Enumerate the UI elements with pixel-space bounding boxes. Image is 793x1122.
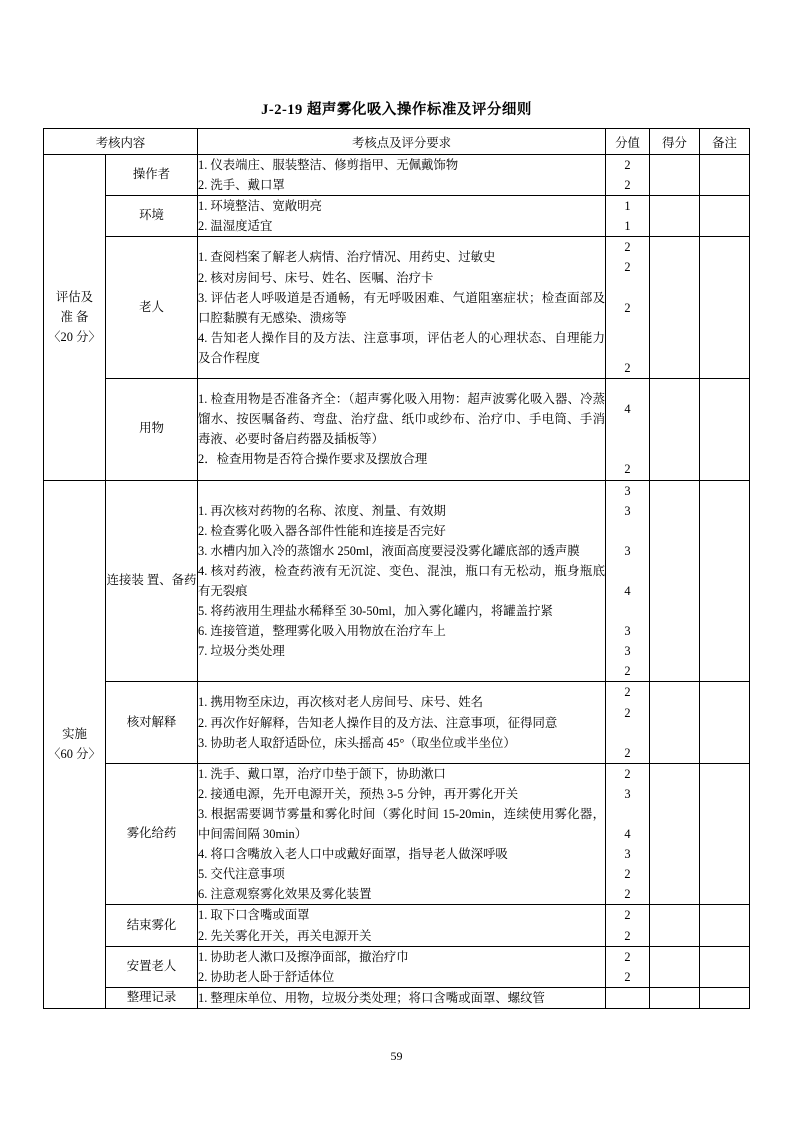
value-nebulization: 2 3 4 3 2 2 <box>606 763 650 905</box>
assessment-table <box>43 128 750 1009</box>
score-cell[interactable] <box>650 379 700 480</box>
subsection-end-nebulization: 结束雾化 <box>106 905 198 946</box>
points-environment: 1. 环境整洁、宽敞明亮 2. 温湿度适宜 <box>198 196 606 237</box>
table-row <box>44 379 750 480</box>
subsection-elderly: 老人 <box>106 237 198 379</box>
subsection-connect-device: 连接装 置、备药 <box>106 480 198 682</box>
points-supplies: 1. 检查用物是否准备齐全：（超声雾化吸入用物：超声波雾化吸入器、冷蒸馏水、按医嘱备药、弯盘、治疗盘、纸巾或纱布、治疗巾、手电筒、手消毒液、必要时备启药器及插板等） 2．检查用物是否符合操作要求及摆放合理 <box>198 379 606 480</box>
value-settle-elderly: 2 2 <box>606 946 650 987</box>
points-elderly: 1. 查阅档案了解老人病情、治疗情况、用药史、过敏史 2. 核对房间号、床号、姓名、医嘱、治疗卡 3. 评估老人呼吸道是否通畅，有无呼吸困难、气道阻塞症状；检查面部及口腔黏膜有无感染、溃疡等 4. 告知老人操作目的及方法、注意事项，评估老人的心理状态、自理能力及合作程度 <box>198 237 606 379</box>
remark-cell[interactable] <box>700 987 750 1008</box>
remark-cell[interactable] <box>700 682 750 763</box>
remark-cell[interactable] <box>700 480 750 682</box>
remark-cell[interactable] <box>700 155 750 196</box>
score-cell[interactable] <box>650 987 700 1008</box>
header-content: 考核内容 <box>44 129 198 155</box>
table-row <box>44 682 750 763</box>
score-cell[interactable] <box>650 155 700 196</box>
remark-cell[interactable] <box>700 196 750 237</box>
table-row <box>44 946 750 987</box>
score-cell[interactable] <box>650 237 700 379</box>
header-points: 考核点及评分要求 <box>198 129 606 155</box>
table-row <box>44 155 750 196</box>
subsection-supplies: 用物 <box>106 379 198 480</box>
score-cell[interactable] <box>650 763 700 905</box>
header-remark: 备注 <box>700 129 750 155</box>
table-row <box>44 480 750 682</box>
score-cell[interactable] <box>650 480 700 682</box>
remark-cell[interactable] <box>700 237 750 379</box>
table-header-row <box>44 129 750 155</box>
points-operator: 1. 仪表端庄、服装整洁、修剪指甲、无佩戴饰物 2. 洗手、戴口罩 <box>198 155 606 196</box>
score-cell[interactable] <box>650 946 700 987</box>
value-elderly: 2 2 2 2 <box>606 237 650 379</box>
subsection-tidy-record: 整理记录 <box>106 987 198 1008</box>
section-label-assessment: 评估及 准 备 〈20 分〉 <box>44 155 106 481</box>
value-supplies: 4 2 <box>606 379 650 480</box>
table-row <box>44 196 750 237</box>
remark-cell[interactable] <box>700 905 750 946</box>
value-operator: 2 2 <box>606 155 650 196</box>
remark-cell[interactable] <box>700 763 750 905</box>
table-row <box>44 987 750 1008</box>
subsection-settle-elderly: 安置老人 <box>106 946 198 987</box>
points-end-nebulization: 1. 取下口含嘴或面罩 2. 先关雾化开关，再关电源开关 <box>198 905 606 946</box>
points-verify-explain: 1. 携用物至床边，再次核对老人房间号、床号、姓名 2. 再次作好解释，告知老人操作目的及方法、注意事项，征得同意 3. 协助老人取舒适卧位，床头摇高 45°（取坐位或半坐位） <box>198 682 606 763</box>
header-value: 分值 <box>606 129 650 155</box>
table-row <box>44 237 750 379</box>
page-title: J-2-19 超声雾化吸入操作标准及评分细则 <box>261 102 532 118</box>
score-cell[interactable] <box>650 905 700 946</box>
value-verify-explain: 2 2 2 <box>606 682 650 763</box>
subsection-nebulization: 雾化给药 <box>106 763 198 905</box>
score-cell[interactable] <box>650 196 700 237</box>
score-cell[interactable] <box>650 682 700 763</box>
value-environment: 1 1 <box>606 196 650 237</box>
table-row <box>44 763 750 905</box>
value-connect-device: 3 3 3 4 3 3 2 <box>606 480 650 682</box>
points-nebulization: 1. 洗手、戴口罩，治疗巾垫于颌下，协助漱口 2. 接通电源，先开电源开关，预热 3-5 分钟，再开雾化开关 3. 根据需要调节雾量和雾化时间（雾化时间 15-20min，连续使用雾化器，中间需间隔 30min） 4. 将口含嘴放入老人口中或戴好面罩，指导老人做深呼吸 5. 交代注意事项 6. 注意观察雾化效果及雾化装置 <box>198 763 606 905</box>
value-tidy-record <box>606 987 650 1008</box>
subsection-environment: 环境 <box>106 196 198 237</box>
page-number: 59 <box>390 1049 403 1063</box>
section-label-implementation: 实施 〈60 分〉 <box>44 480 106 1008</box>
points-tidy-record: 1. 整理床单位、用物，垃圾分类处理；将口含嘴或面罩、螺纹管 <box>198 987 606 1008</box>
subsection-operator: 操作者 <box>106 155 198 196</box>
remark-cell[interactable] <box>700 946 750 987</box>
table-row <box>44 905 750 946</box>
points-connect-device: 1. 再次核对药物的名称、浓度、剂量、有效期 2. 检查雾化吸入器各部件性能和连接是否完好 3. 水槽内加入冷的蒸馏水 250ml，液面高度要浸没雾化罐底部的透声膜 4. 核对药液，检查药液有无沉淀、变色、混浊，瓶口有无松动，瓶身瓶底有无裂痕 5. 将药液用生理盐水稀释至 30-50ml，加入雾化罐内，将罐盖拧紧 6. 连接管道，整理雾化吸入用物放在治疗车上 7. 垃圾分类处理 <box>198 480 606 682</box>
remark-cell[interactable] <box>700 379 750 480</box>
value-end-nebulization: 2 2 <box>606 905 650 946</box>
header-score: 得分 <box>650 129 700 155</box>
points-settle-elderly: 1. 协助老人漱口及擦净面部，撤治疗巾 2. 协助老人卧于舒适体位 <box>198 946 606 987</box>
subsection-verify-explain: 核对解释 <box>106 682 198 763</box>
